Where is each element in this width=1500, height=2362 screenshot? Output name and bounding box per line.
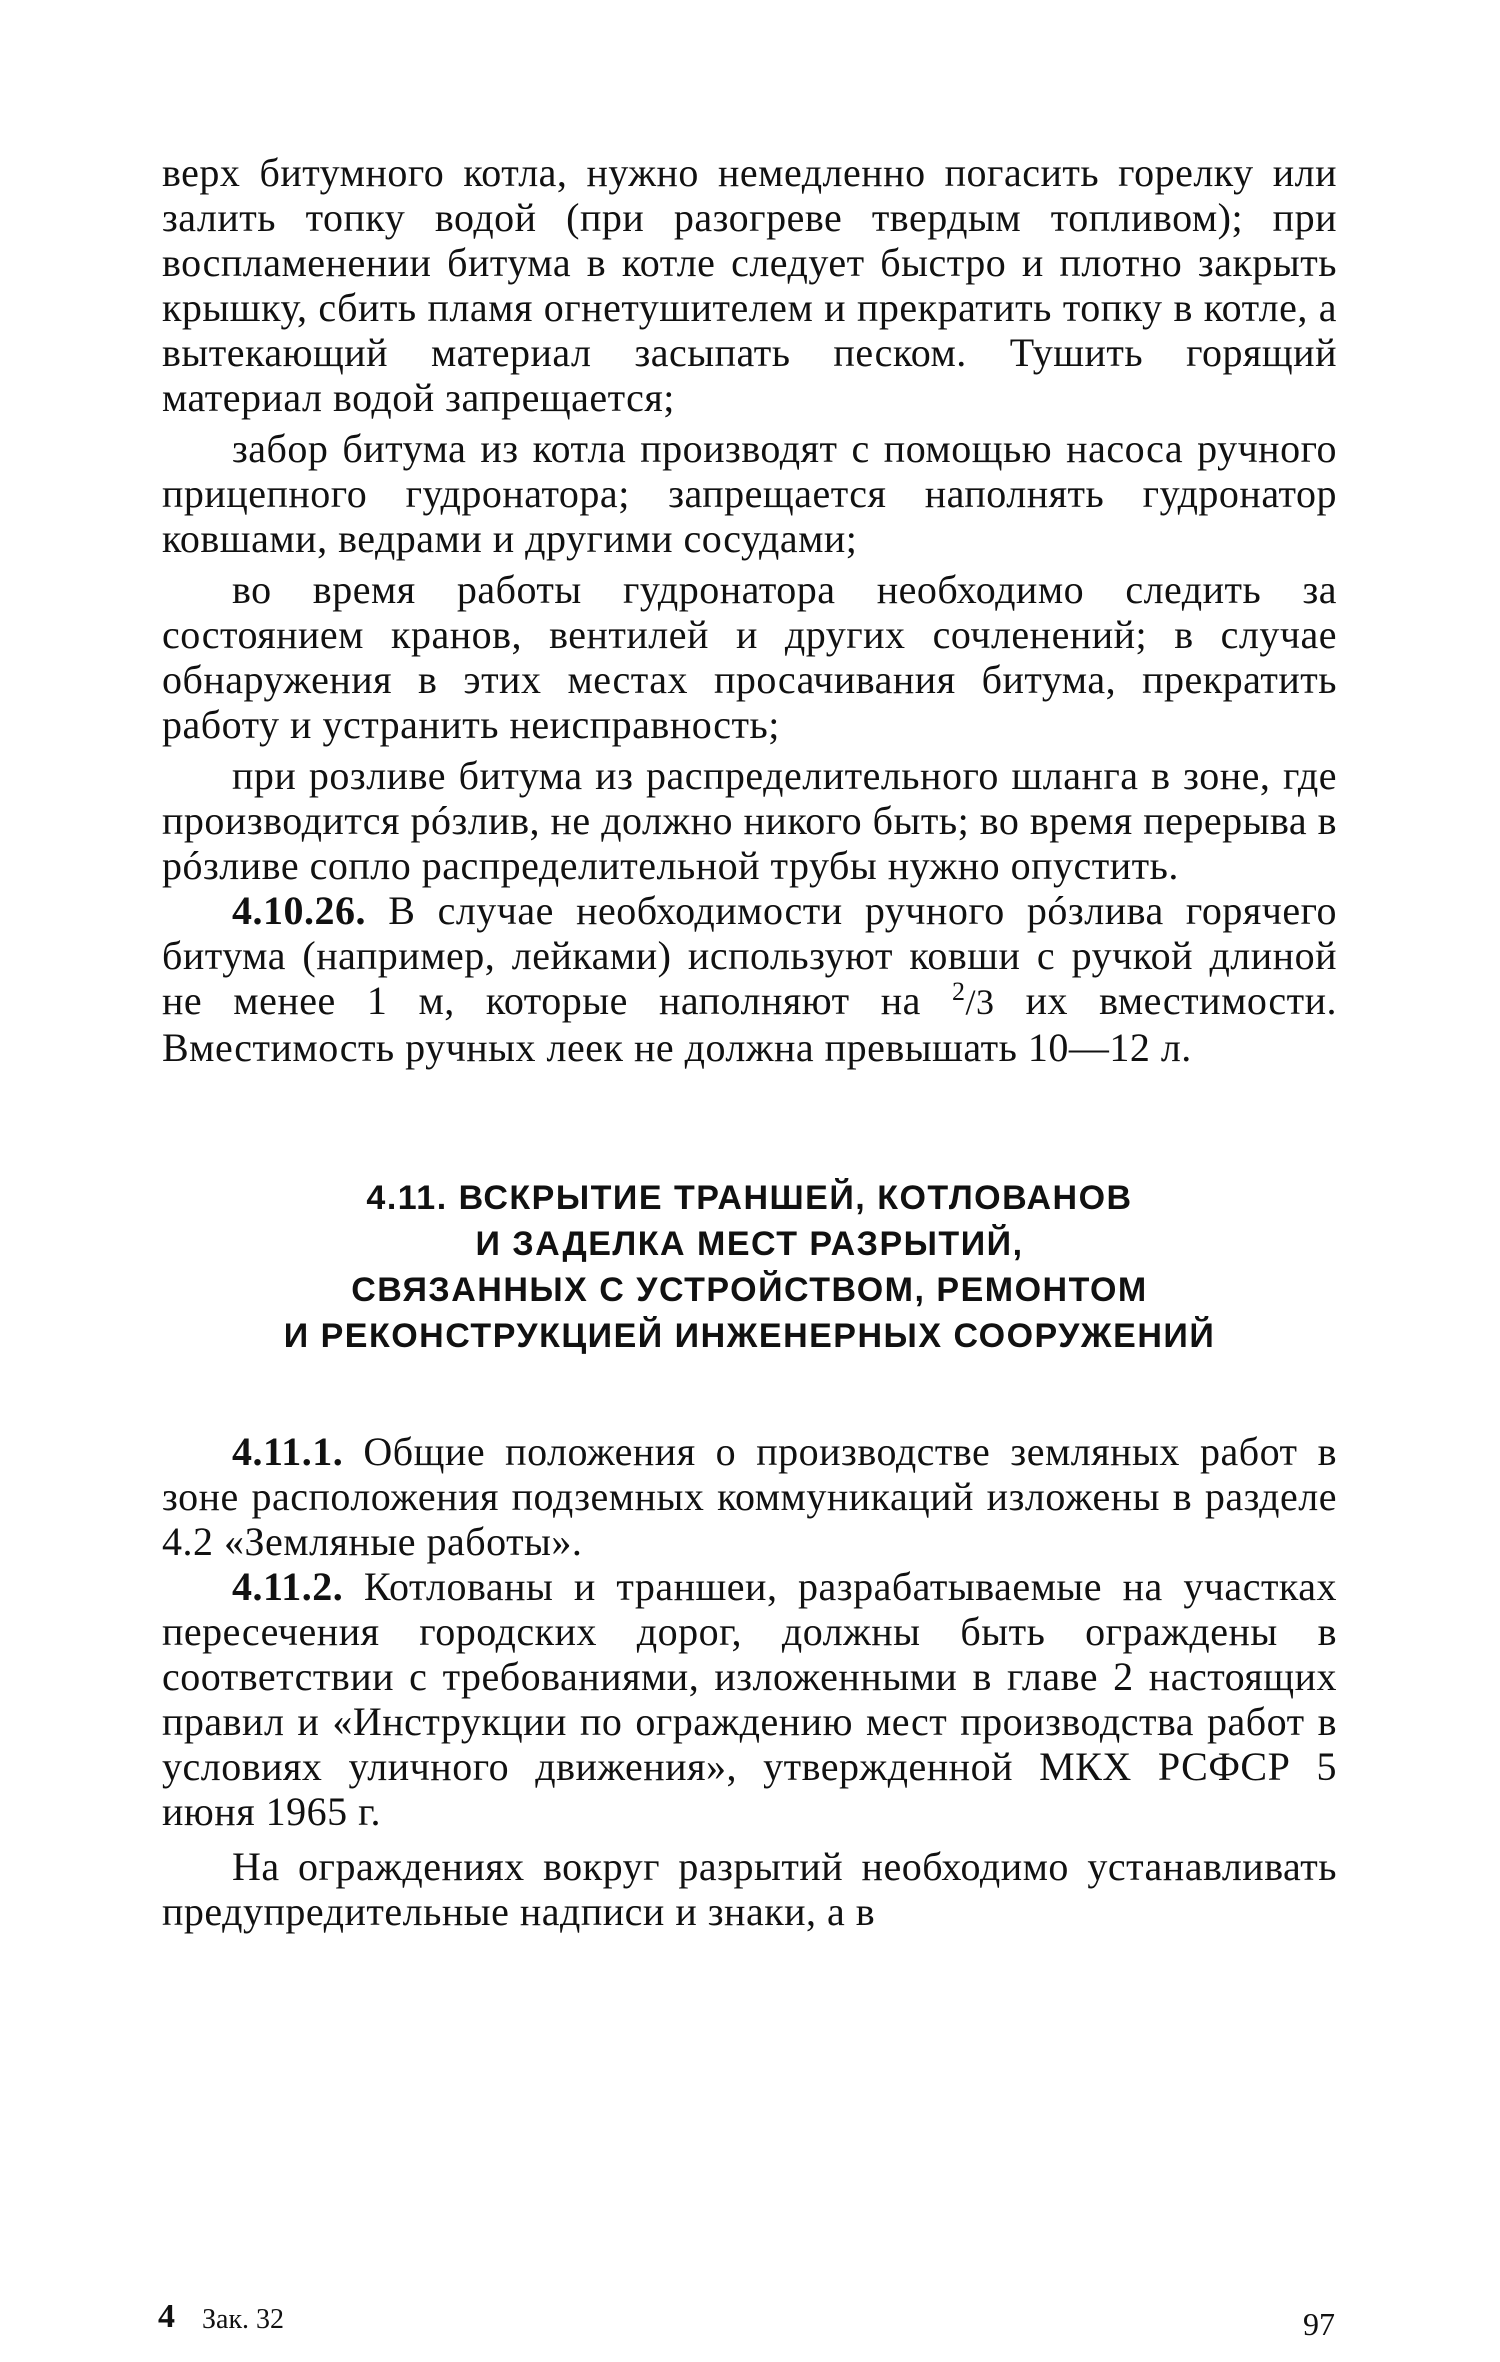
paragraph-gudronator-work: во время работы гудронатора необходимо следить за состоянием кранов, вентилей и других сочленений; в случае обнаружения в этих местах просачивания битума, прекратить работу и устранить неисправность; — [162, 567, 1337, 747]
body-text — [162, 150, 1337, 1070]
section-title-line: 4.11. ВСКРЫТИЕ ТРАНШЕЙ, КОТЛОВАНОВ — [366, 1179, 1133, 1217]
paragraph-fence-signs: На ограждениях вокруг разрытий необходимо устанавливать предупредительные надписи и знаки, а в — [162, 1844, 1337, 1934]
clause-text-after: их вместимости. Вместимость ручных леек не должна превышать 10—12 л. — [162, 978, 1338, 1070]
clause-number: 4.10.26. — [232, 888, 366, 933]
paragraph-bitumen-boiler: верх битумного котла, нужно немедленно погасить горелку или залить топку водой (при разогреве твердым топливом); при воспламенении битума в котле следует быстро и плотно закрыть крышку, сбить пламя огнетушителем и прекратить топку в котле, а вытекающий материал засыпать песком. Тушить горящий материал водой запрещается; — [162, 150, 1337, 420]
clause-text: Котлованы и траншеи, разрабатываемые на участках пересечения городских дорог, должны быть ограждены в соответствии с требованиями, изложенными в главе 2 настоящих правил и «Инструкции по ограждению мест производства работ в условиях уличного движения», утвержденной МКХ РСФСР 5 июня 1965 г. — [162, 1564, 1338, 1834]
section-title-line: И ЗАДЕЛКА МЕСТ РАЗРЫТИЙ, — [475, 1225, 1024, 1263]
clause-4-11-2 — [162, 1564, 1337, 1834]
page-footer — [158, 2298, 1337, 2348]
paragraph-bitumen-pouring: при розливе битума из распределительного шланга в зоне, где производится рóзлив, не должно никого быть; во время перерыва в рóзливе сопло распределительной трубы нужно опустить. — [162, 753, 1337, 888]
section-title-line: И РЕКОНСТРУКЦИЕЙ ИНЖЕНЕРНЫХ СООРУЖЕНИЙ — [283, 1317, 1216, 1355]
clause-number: 4.11.1. — [232, 1429, 344, 1474]
section-body — [162, 1429, 1337, 1934]
clause-4-11-1 — [162, 1429, 1337, 1564]
clause-number: 4.11.2. — [232, 1564, 344, 1609]
clause-text: Общие положения о производстве земляных работ в зоне расположения подземных коммуникаций изложены в разделе 4.2 «Земляные работы». — [162, 1429, 1338, 1564]
signature-mark: 4 — [158, 2298, 175, 2335]
paragraph-bitumen-intake: забор битума из котла производят с помощью насоса ручного прицепного гудронатора; запрещается наполнять гудронатор ковшами, ведрами и другими сосудами; — [162, 426, 1337, 561]
section-title-line: СВЯЗАННЫХ С УСТРОЙСТВОМ, РЕМОНТОМ — [351, 1271, 1148, 1309]
clause-4-10-26 — [162, 888, 1337, 1070]
document-page — [158, 150, 1338, 2342]
fraction-denominator: /3 — [965, 982, 995, 1022]
fraction-numerator: 2 — [952, 977, 966, 1006]
page-number: 97 — [1303, 2306, 1335, 2342]
clause-text-before: В случае необходимости ручного рóзлива горячего битума (например, лейками) используют ковши с ручкой длиной не менее 1 м, которые наполняют на — [162, 888, 1337, 1023]
section-heading-4-11 — [162, 1175, 1337, 1359]
order-number: Зак. 32 — [202, 2304, 285, 2335]
